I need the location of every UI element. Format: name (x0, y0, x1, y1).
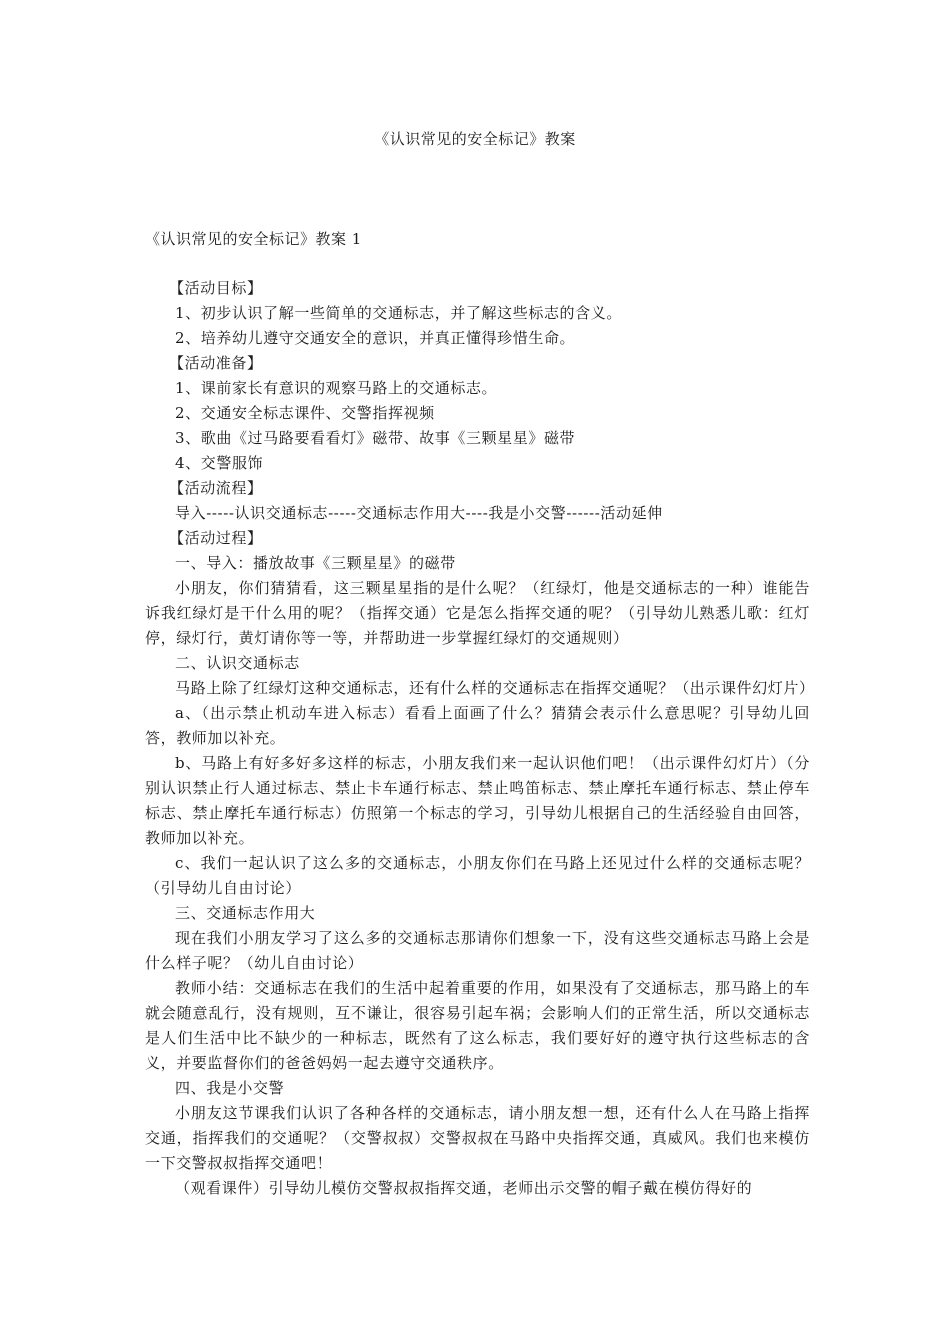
process-step-1-heading: 一、导入：播放故事《三颗星星》的磁带 (175, 554, 456, 572)
heading-activity-goals: 【活动目标】 (169, 279, 263, 297)
teacher-summary-paragraph: 教师小结：交通标志在我们的生活中起着重要的作用，如果没有了交通标志，那马路上的车就会随意乱行，没有规则，互不谦让，很容易引起车祸；会影响人们的正常生活，所以交通标志是人们生活中比不缺少的一种标志，既然有了这么标志，我们要好好的遵守执行这些标志的含义，并要监督你们的爸爸妈妈一起去遵守交通秩序。 (145, 979, 810, 1072)
body-paragraph: （观看课件）引导幼儿模仿交警叔叔指挥交通，老师出示交警的帽子戴在模仿得好的 (175, 1179, 753, 1197)
preparation-item-4: 4、交警服饰 (175, 454, 264, 472)
heading-activity-preparation: 【活动准备】 (169, 354, 263, 372)
body-paragraph: 小朋友这节课我们认识了各种各样的交通标志，请小朋友想一想，还有什么人在马路上指挥交通，指挥我们的交通呢？（交警叔叔）交警叔叔在马路中央指挥交通，真威风。我们也来模仿一下交警叔叔指挥交通吧！ (145, 1104, 810, 1172)
process-step-2-heading: 二、认识交通标志 (175, 654, 300, 672)
goal-item-1: 1、初步认识了解一些简单的交通标志，并了解这些标志的含义。 (175, 304, 622, 322)
document-body (145, 276, 815, 1201)
body-paragraph: c、我们一起认识了这么多的交通标志，小朋友你们在马路上还见过什么样的交通标志呢？（引导幼儿自由讨论） (145, 854, 810, 897)
preparation-item-1: 1、课前家长有意识的观察马路上的交通标志。 (175, 379, 498, 397)
goal-item-2: 2、培养幼儿遵守交通安全的意识，并真正懂得珍惜生命。 (175, 329, 576, 347)
heading-activity-process: 【活动过程】 (169, 529, 263, 547)
process-step-3-heading: 三、交通标志作用大 (175, 904, 316, 922)
section-title: 《认识常见的安全标记》教案 1 (145, 230, 362, 248)
heading-activity-flow: 【活动流程】 (169, 479, 263, 497)
body-paragraph: b、马路上有好多好多这样的标志，小朋友我们来一起认识他们吧！（出示课件幻灯片）（分别认识禁止行人通过标志、禁止卡车通行标志、禁止鸣笛标志、禁止摩托车通行标志、禁止停车标志、禁止摩托车通行标志）仿照第一个标志的学习，引导幼儿根据自己的生活经验自由回答，教师加以补充。 (145, 754, 810, 847)
preparation-item-3: 3、歌曲《过马路要看看灯》磁带、故事《三颗星星》磁带 (175, 429, 576, 447)
body-paragraph: 小朋友，你们猜猜看，这三颗星星指的是什么呢？（红绿灯，他是交通标志的一种）谁能告诉我红绿灯是干什么用的呢？（指挥交通）它是怎么指挥交通的呢？（引导幼儿熟悉儿歌：红灯停，绿灯行，黄灯请你等一等，并帮助进一步掌握红绿灯的交通规则） (145, 579, 810, 647)
document-title: 《认识常见的安全标记》教案 (374, 130, 576, 148)
body-paragraph: 马路上除了红绿灯这种交通标志，还有什么样的交通标志在指挥交通呢？（出示课件幻灯片） (175, 679, 815, 697)
body-paragraph: 现在我们小朋友学习了这么多的交通标志那请你们想象一下，没有这些交通标志马路上会是什么样子呢？（幼儿自由讨论） (145, 929, 810, 972)
process-step-4-heading: 四、我是小交警 (175, 1079, 285, 1097)
body-paragraph: a、（出示禁止机动车进入标志）看看上面画了什么？猜猜会表示什么意思呢？引导幼儿回答，教师加以补充。 (145, 704, 810, 747)
preparation-item-2: 2、交通安全标志课件、交警指挥视频 (175, 404, 435, 422)
activity-flow-text: 导入-----认识交通标志-----交通标志作用大----我是小交警------活动延伸 (175, 504, 663, 522)
